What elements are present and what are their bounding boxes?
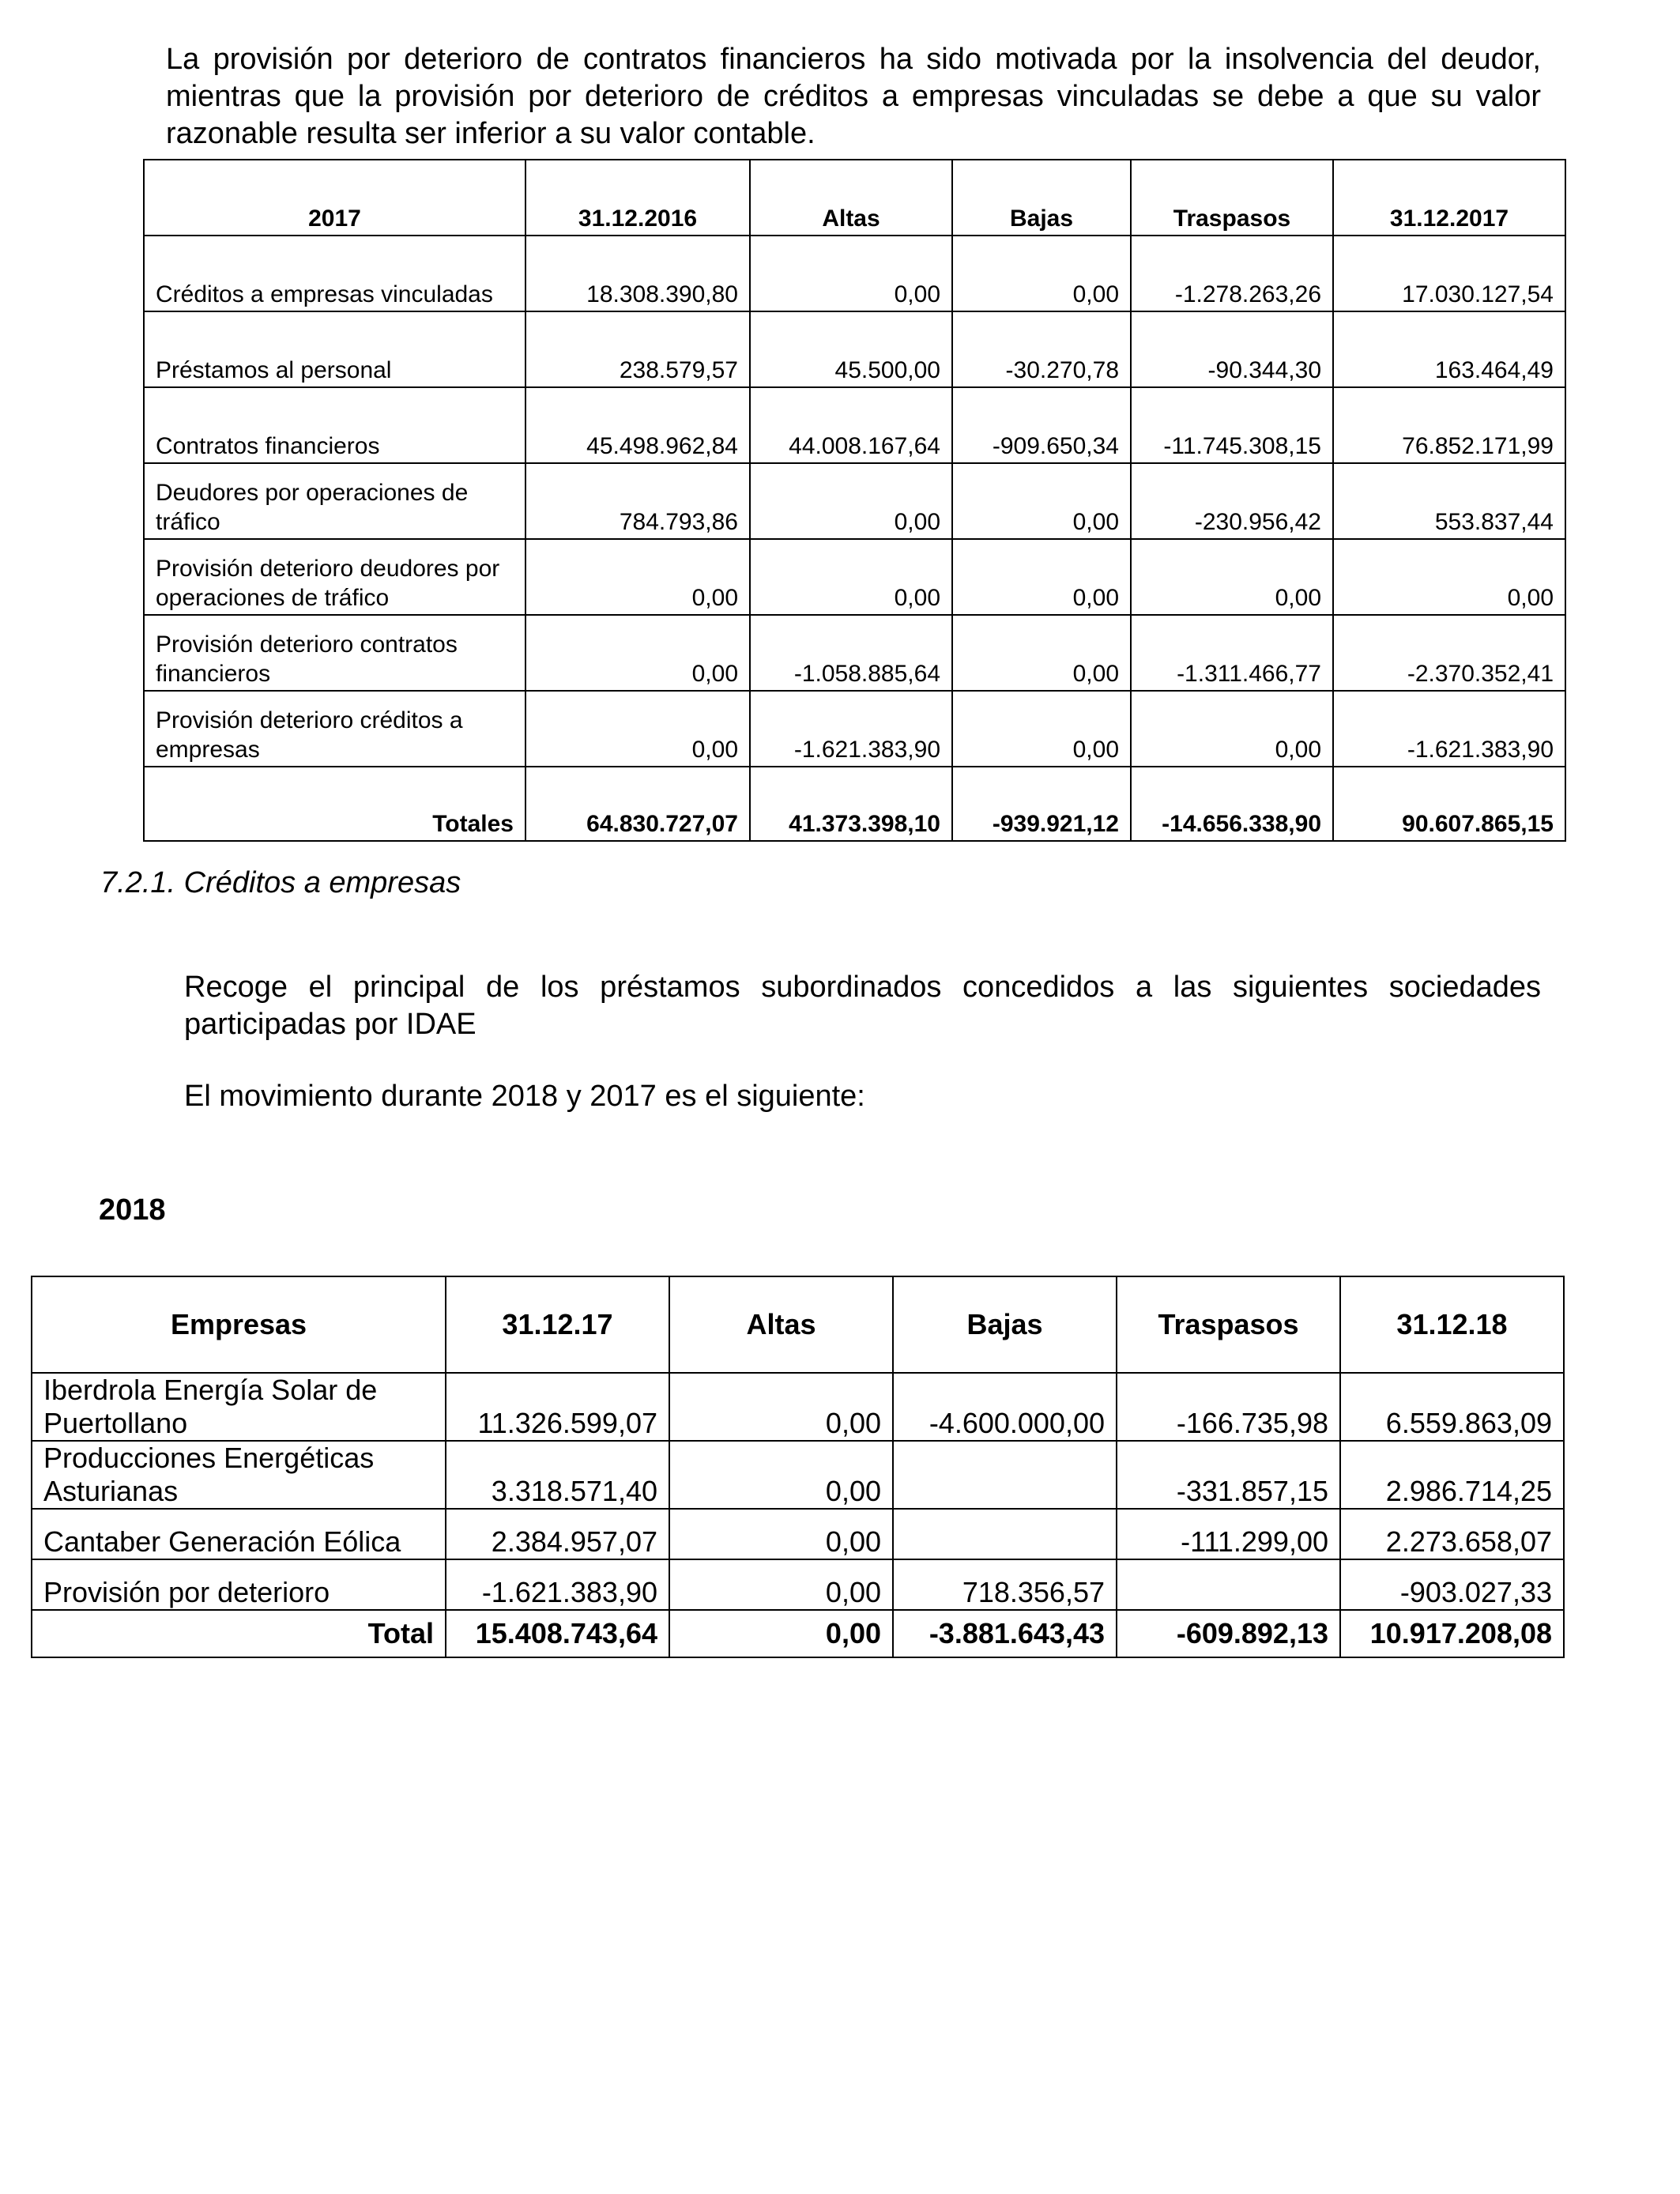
header-cell: 31.12.18	[1340, 1276, 1564, 1373]
cell-value: 45.500,00	[750, 311, 952, 387]
cell-value: -1.058.885,64	[750, 615, 952, 691]
cell-value: 11.326.599,07	[446, 1373, 669, 1441]
row-label: Producciones Energéticas Asturianas	[32, 1441, 446, 1509]
row-label: Cantaber Generación Eólica	[32, 1509, 446, 1559]
cell-value	[893, 1509, 1117, 1559]
totals-label: Totales	[144, 767, 525, 841]
table-row	[32, 1373, 1564, 1441]
cell-value	[893, 1441, 1117, 1509]
cell-value: 0,00	[952, 463, 1131, 539]
table-row	[32, 1441, 1564, 1509]
cell-value: 0,00	[669, 1559, 893, 1610]
cell-value: 718.356,57	[893, 1559, 1117, 1610]
cell-value: 0,00	[525, 539, 750, 615]
header-cell: 31.12.2016	[525, 160, 750, 236]
table-row	[144, 387, 1565, 463]
cell-value: -909.650,34	[952, 387, 1131, 463]
row-label: Créditos a empresas vinculadas	[144, 236, 525, 311]
total-value: 41.373.398,10	[750, 767, 952, 841]
cell-value: 3.318.571,40	[446, 1441, 669, 1509]
cell-value: 2.986.714,25	[1340, 1441, 1564, 1509]
cell-value: 0,00	[525, 691, 750, 767]
cell-value: 0,00	[952, 539, 1131, 615]
intro-paragraph: La provisión por deterioro de contratos financieros ha sido motivada por la insolvencia del deudor, mientras que la provisión por deterioro de créditos a empresas vinculadas se debe a que su valor razonable resulta ser inferior a su valor contable.	[166, 43, 1541, 150]
cell-value: -30.270,78	[952, 311, 1131, 387]
paragraph-recoge: Recoge el principal de los préstamos subordinados concedidos a las siguientes sociedades participadas por IDAE	[184, 971, 1541, 1041]
row-label: Provisión deterioro contratos financieros	[144, 615, 525, 691]
cell-value: 0,00	[952, 236, 1131, 311]
row-label: Contratos financieros	[144, 387, 525, 463]
table-row	[144, 539, 1565, 615]
cell-value: 0,00	[750, 463, 952, 539]
cell-value: 0,00	[525, 615, 750, 691]
header-cell: Empresas	[32, 1276, 446, 1373]
cell-value: 0,00	[669, 1509, 893, 1559]
total-value: 64.830.727,07	[525, 767, 750, 841]
cell-value: -1.621.383,90	[446, 1559, 669, 1610]
total-value: 10.917.208,08	[1340, 1610, 1564, 1657]
cell-value: -111.299,00	[1117, 1509, 1340, 1559]
row-label: Provisión por deterioro	[32, 1559, 446, 1610]
table-row	[144, 691, 1565, 767]
header-cell: 31.12.2017	[1333, 160, 1565, 236]
cell-value: 17.030.127,54	[1333, 236, 1565, 311]
cell-value: -1.621.383,90	[750, 691, 952, 767]
cell-value: 0,00	[669, 1373, 893, 1441]
cell-value: -903.027,33	[1340, 1559, 1564, 1610]
table-row	[144, 463, 1565, 539]
total-value: -939.921,12	[952, 767, 1131, 841]
row-label: Iberdrola Energía Solar de Puertollano	[32, 1373, 446, 1441]
header-cell: 31.12.17	[446, 1276, 669, 1373]
row-label: Deudores por operaciones de tráfico	[144, 463, 525, 539]
table-row	[144, 236, 1565, 311]
cell-value: -1.278.263,26	[1131, 236, 1333, 311]
total-row	[32, 1610, 1564, 1657]
table-row	[32, 1509, 1564, 1559]
cell-value: 45.498.962,84	[525, 387, 750, 463]
header-cell: 2017	[144, 160, 525, 236]
cell-value: 6.559.863,09	[1340, 1373, 1564, 1441]
total-value: -609.892,13	[1117, 1610, 1340, 1657]
header-cell: Bajas	[893, 1276, 1117, 1373]
section-heading: 7.2.1. Créditos a empresas	[100, 866, 461, 899]
table-row	[144, 311, 1565, 387]
cell-value: -11.745.308,15	[1131, 387, 1333, 463]
row-label: Provisión deterioro deudores por operaciones de tráfico	[144, 539, 525, 615]
year-heading: 2018	[99, 1193, 166, 1227]
cell-value: 0,00	[952, 691, 1131, 767]
cell-value: -1.621.383,90	[1333, 691, 1565, 767]
header-cell: Altas	[669, 1276, 893, 1373]
cell-value: 0,00	[750, 539, 952, 615]
cell-value: 0,00	[669, 1441, 893, 1509]
header-cell: Traspasos	[1131, 160, 1333, 236]
cell-value: -90.344,30	[1131, 311, 1333, 387]
cell-value: -230.956,42	[1131, 463, 1333, 539]
cell-value: -1.311.466,77	[1131, 615, 1333, 691]
cell-value: 0,00	[1333, 539, 1565, 615]
row-label: Provisión deterioro créditos a empresas	[144, 691, 525, 767]
table-row	[144, 615, 1565, 691]
table-2017	[143, 159, 1566, 842]
cell-value	[1117, 1559, 1340, 1610]
cell-value: 0,00	[952, 615, 1131, 691]
cell-value: -166.735,98	[1117, 1373, 1340, 1441]
cell-value: 76.852.171,99	[1333, 387, 1565, 463]
cell-value: 0,00	[1131, 691, 1333, 767]
paragraph-movimiento: El movimiento durante 2018 y 2017 es el siguiente:	[184, 1080, 865, 1113]
table-header-row	[32, 1276, 1564, 1373]
cell-value: -2.370.352,41	[1333, 615, 1565, 691]
table-2018	[31, 1276, 1565, 1658]
cell-value: 18.308.390,80	[525, 236, 750, 311]
cell-value: -331.857,15	[1117, 1441, 1340, 1509]
total-label: Total	[32, 1610, 446, 1657]
totals-row	[144, 767, 1565, 841]
cell-value: 0,00	[1131, 539, 1333, 615]
cell-value: 238.579,57	[525, 311, 750, 387]
header-cell: Bajas	[952, 160, 1131, 236]
header-cell: Altas	[750, 160, 952, 236]
header-cell: Traspasos	[1117, 1276, 1340, 1373]
table-row	[32, 1559, 1564, 1610]
cell-value: 2.384.957,07	[446, 1509, 669, 1559]
total-value: 90.607.865,15	[1333, 767, 1565, 841]
table-header-row	[144, 160, 1565, 236]
total-value: -14.656.338,90	[1131, 767, 1333, 841]
cell-value: 2.273.658,07	[1340, 1509, 1564, 1559]
cell-value: 0,00	[750, 236, 952, 311]
total-value: 15.408.743,64	[446, 1610, 669, 1657]
cell-value: 163.464,49	[1333, 311, 1565, 387]
cell-value: 44.008.167,64	[750, 387, 952, 463]
row-label: Préstamos al personal	[144, 311, 525, 387]
cell-value: 553.837,44	[1333, 463, 1565, 539]
total-value: -3.881.643,43	[893, 1610, 1117, 1657]
cell-value: 784.793,86	[525, 463, 750, 539]
total-value: 0,00	[669, 1610, 893, 1657]
cell-value: -4.600.000,00	[893, 1373, 1117, 1441]
